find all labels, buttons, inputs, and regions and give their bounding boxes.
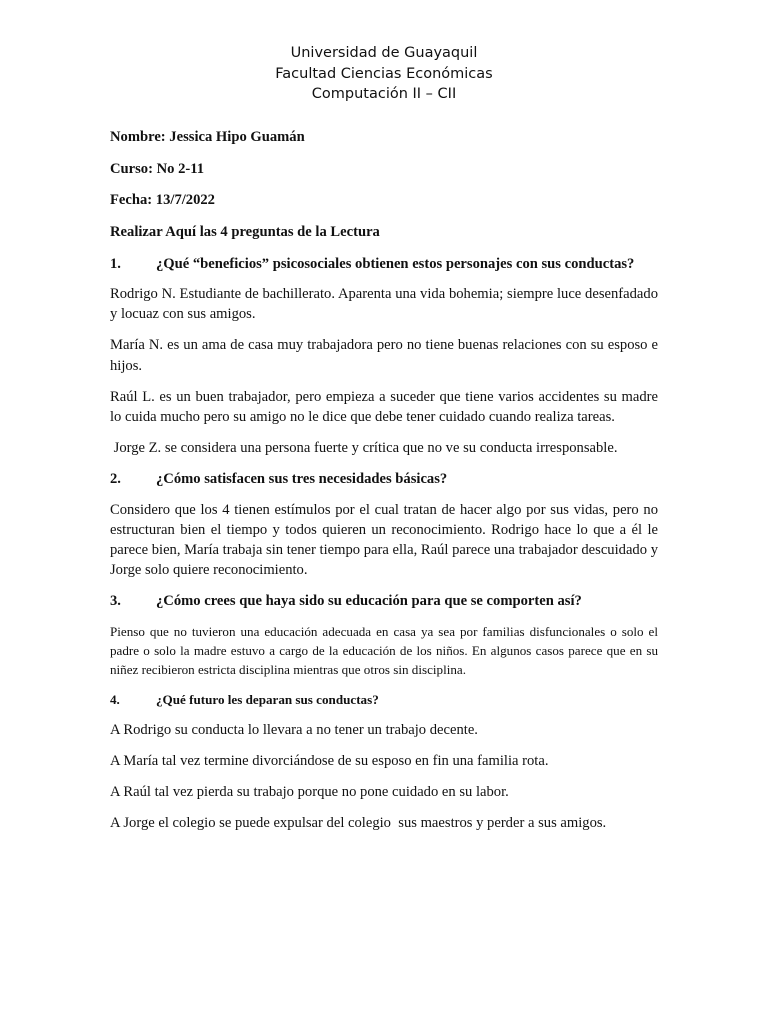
answer-paragraph: Pienso que no tuvieron una educación adecuada en casa ya sea por familias disfuncionales o solo el padre o solo la madre estuvo a cargo de la educación de los niños. En algunos casos parece que en su niñez recibieron estricta disciplina mientras que otros sin disciplina. <box>110 623 658 677</box>
answer-paragraph: María N. es un ama de casa muy trabajadora pero no tiene buenas relaciones con su esposo e hijos. <box>110 337 658 374</box>
question-text: ¿Qué futuro les deparan sus conductas? <box>156 691 379 707</box>
question-1-heading <box>110 254 658 274</box>
question-4-heading <box>110 690 658 710</box>
answer-paragraph: A Jorge el colegio se puede expulsar del colegio sus maestros y perder a sus amigos. <box>110 815 607 832</box>
university-name: Universidad de Guayaquil <box>290 45 478 61</box>
question-number: 1. <box>110 255 121 272</box>
course-subject: Computación II – CII <box>311 86 457 102</box>
instruction-heading: Realizar Aquí las 4 preguntas de la Lectura <box>110 224 380 241</box>
question-number: 4. <box>110 691 120 707</box>
answer-paragraph: Rodrigo N. Estudiante de bachillerato. Aparenta una vida bohemia; siempre luce desenfadado y locuaz con sus amigos. <box>110 286 658 323</box>
answer-paragraph: A Rodrigo su conducta lo llevara a no tener un trabajo decente. <box>110 721 478 738</box>
document-body <box>110 127 658 845</box>
answer-paragraph: Jorge Z. se considera una persona fuerte y crítica que no ve su conducta irresponsable. <box>110 440 618 457</box>
faculty-name: Facultad Ciencias Económicas <box>275 65 493 82</box>
answer-paragraph: Raúl L. es un buen trabajador, pero empieza a suceder que tiene varios accidentes su madre lo cuida mucho pero su amigo no le dice que debe tener cuidado cuando realiza tareas. <box>110 388 658 426</box>
question-number: 3. <box>110 593 121 610</box>
date-info: Fecha: 13/7/2022 <box>110 192 215 209</box>
answer-paragraph: A María tal vez termine divorciándose de su esposo en fin una familia rota. <box>110 753 549 770</box>
question-text: ¿Qué “beneficios” psicosociales obtienen estos personajes con sus conductas? <box>156 255 635 272</box>
question-text: ¿Cómo crees que haya sido su educación para que se comporten así? <box>156 593 582 610</box>
question-text: ¿Cómo satisfacen sus tres necesidades básicas? <box>156 471 448 488</box>
question-3-heading <box>110 591 658 611</box>
student-name: Nombre: Jessica Hipo Guamán <box>110 129 305 145</box>
answer-paragraph: A Raúl tal vez pierda su trabajo porque no pone cuidado en su labor. <box>110 784 509 801</box>
course-info: Curso: No 2-11 <box>110 160 205 177</box>
document-header <box>0 43 768 105</box>
question-2-heading <box>110 469 658 489</box>
question-number: 2. <box>110 471 121 488</box>
answer-paragraph: Considero que los 4 tienen estímulos por el cual tratan de hacer algo por sus vidas, pero no estructuran bien el tiempo y todos quieren un reconocimiento. Rodrigo hace lo que a él le parece bien, María trabaja sin tener tiempo para ella, Raúl parece una trabajador descuidado y Jorge solo quiere reconocimiento. <box>110 501 658 579</box>
